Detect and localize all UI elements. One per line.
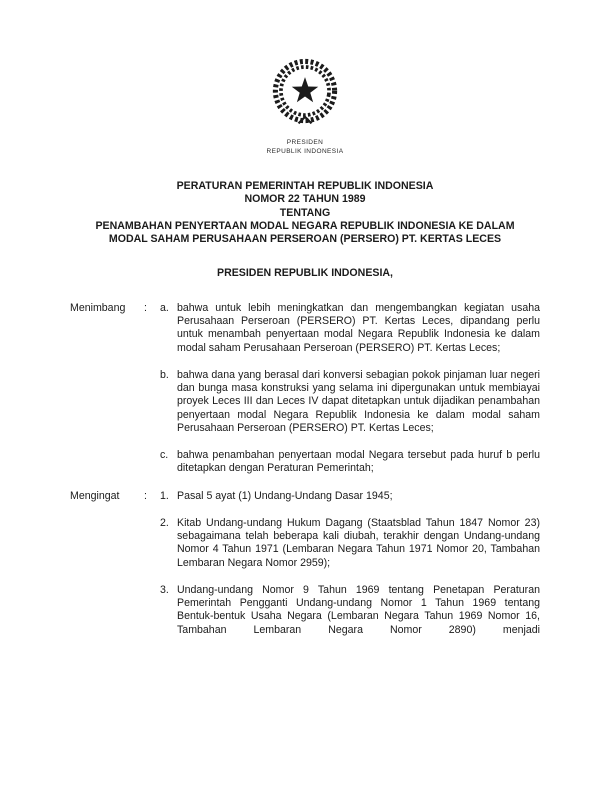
item-text: Pasal 5 ayat (1) Undang-Undang Dasar 1945; <box>177 489 393 502</box>
item-marker: 2. <box>160 516 169 529</box>
section-items <box>160 490 540 637</box>
item-text: bahwa untuk lebih meningkatkan dan mengembangkan kegiatan usaha Perusahaan Perseroan (PERSERO) PT. Kertas Leces, dipandang perlu untuk menambah penyertaan modal Negara Republik Indonesia ke dalam modal saham Perusahaan Perseroan (PERSERO) PT. Kertas Leces; <box>177 301 540 354</box>
item-text: Kitab Undang-undang Hukum Dagang (Staatsblad Tahun 1847 Nomor 23) sebagaimana telah beberapa kali diubah, terakhir dengan Undang-undang Nomor 4 Tahun 1971 (Lembaran Negara Tahun 1971 Nomor 20, Tambahan Lembaran Negara Nomor 2959); <box>177 516 540 569</box>
section-items <box>160 302 540 476</box>
letterhead-line-republik-indonesia: REPUBLIK INDONESIA <box>266 148 344 155</box>
list-item <box>160 584 540 637</box>
list-item <box>160 517 540 570</box>
document-title <box>70 180 540 246</box>
section-label: Mengingat <box>70 489 120 502</box>
letterhead <box>70 54 540 156</box>
title-line: PENAMBAHAN PENYERTAAN MODAL NEGARA REPUBLIK INDONESIA KE DALAM <box>95 219 515 232</box>
salutation: PRESIDEN REPUBLIK INDONESIA, <box>217 267 393 280</box>
item-text: bahwa penambahan penyertaan modal Negara tersebut pada huruf b perlu ditetapkan dengan Peraturan Pemerintah; <box>177 449 540 475</box>
item-marker: 1. <box>160 489 169 502</box>
letterhead-line-presiden: PRESIDEN <box>286 139 324 146</box>
item-marker: b. <box>160 368 169 381</box>
title-line: NOMOR 22 TAHUN 1989 <box>244 193 366 206</box>
section-menimbang <box>70 302 540 476</box>
document-body <box>70 302 540 637</box>
item-marker: a. <box>160 301 169 314</box>
list-item <box>160 449 540 476</box>
section-label: Menimbang <box>70 301 126 314</box>
list-item <box>160 369 540 435</box>
title-line: MODAL SAHAM PERUSAHAAN PERSEROAN (PERSERO) PT. KERTAS LECES <box>108 233 502 246</box>
list-item <box>160 490 540 503</box>
section-colon: : <box>144 301 147 314</box>
list-item <box>160 302 540 355</box>
title-line: PERATURAN PEMERINTAH REPUBLIK INDONESIA <box>176 180 434 192</box>
title-line: TENTANG <box>279 206 331 219</box>
item-marker: 3. <box>160 583 169 596</box>
item-marker: c. <box>160 449 169 462</box>
section-colon: : <box>144 489 147 502</box>
letterhead-caption <box>70 138 540 156</box>
item-text: Undang-undang Nomor 9 Tahun 1969 tentang Penetapan Peraturan Pemerintah Pengganti Undang-undang Nomor 1 Tahun 1969 tentang Bentuk-bentuk Usaha Negara (Lembaran Negara Tahun 1969 Nomor 16, Tambahan Lembaran Negara Nomor 2890) menjadi <box>177 583 540 636</box>
section-mengingat <box>70 490 540 637</box>
presidential-seal-icon <box>268 54 342 128</box>
item-text: bahwa dana yang berasal dari konversi sebagian pokok pinjaman luar negeri dan bunga masa konstruksi yang selama ini dipergunakan untuk membiayai proyek Leces III dan Leces IV dapat ditetapkan untuk dijadikan penambahan penyertaan modal Negara Republik Indonesia ke dalam modal saham Perusahaan Perseroan (PERSERO) PT. Kertas Leces; <box>177 368 540 434</box>
